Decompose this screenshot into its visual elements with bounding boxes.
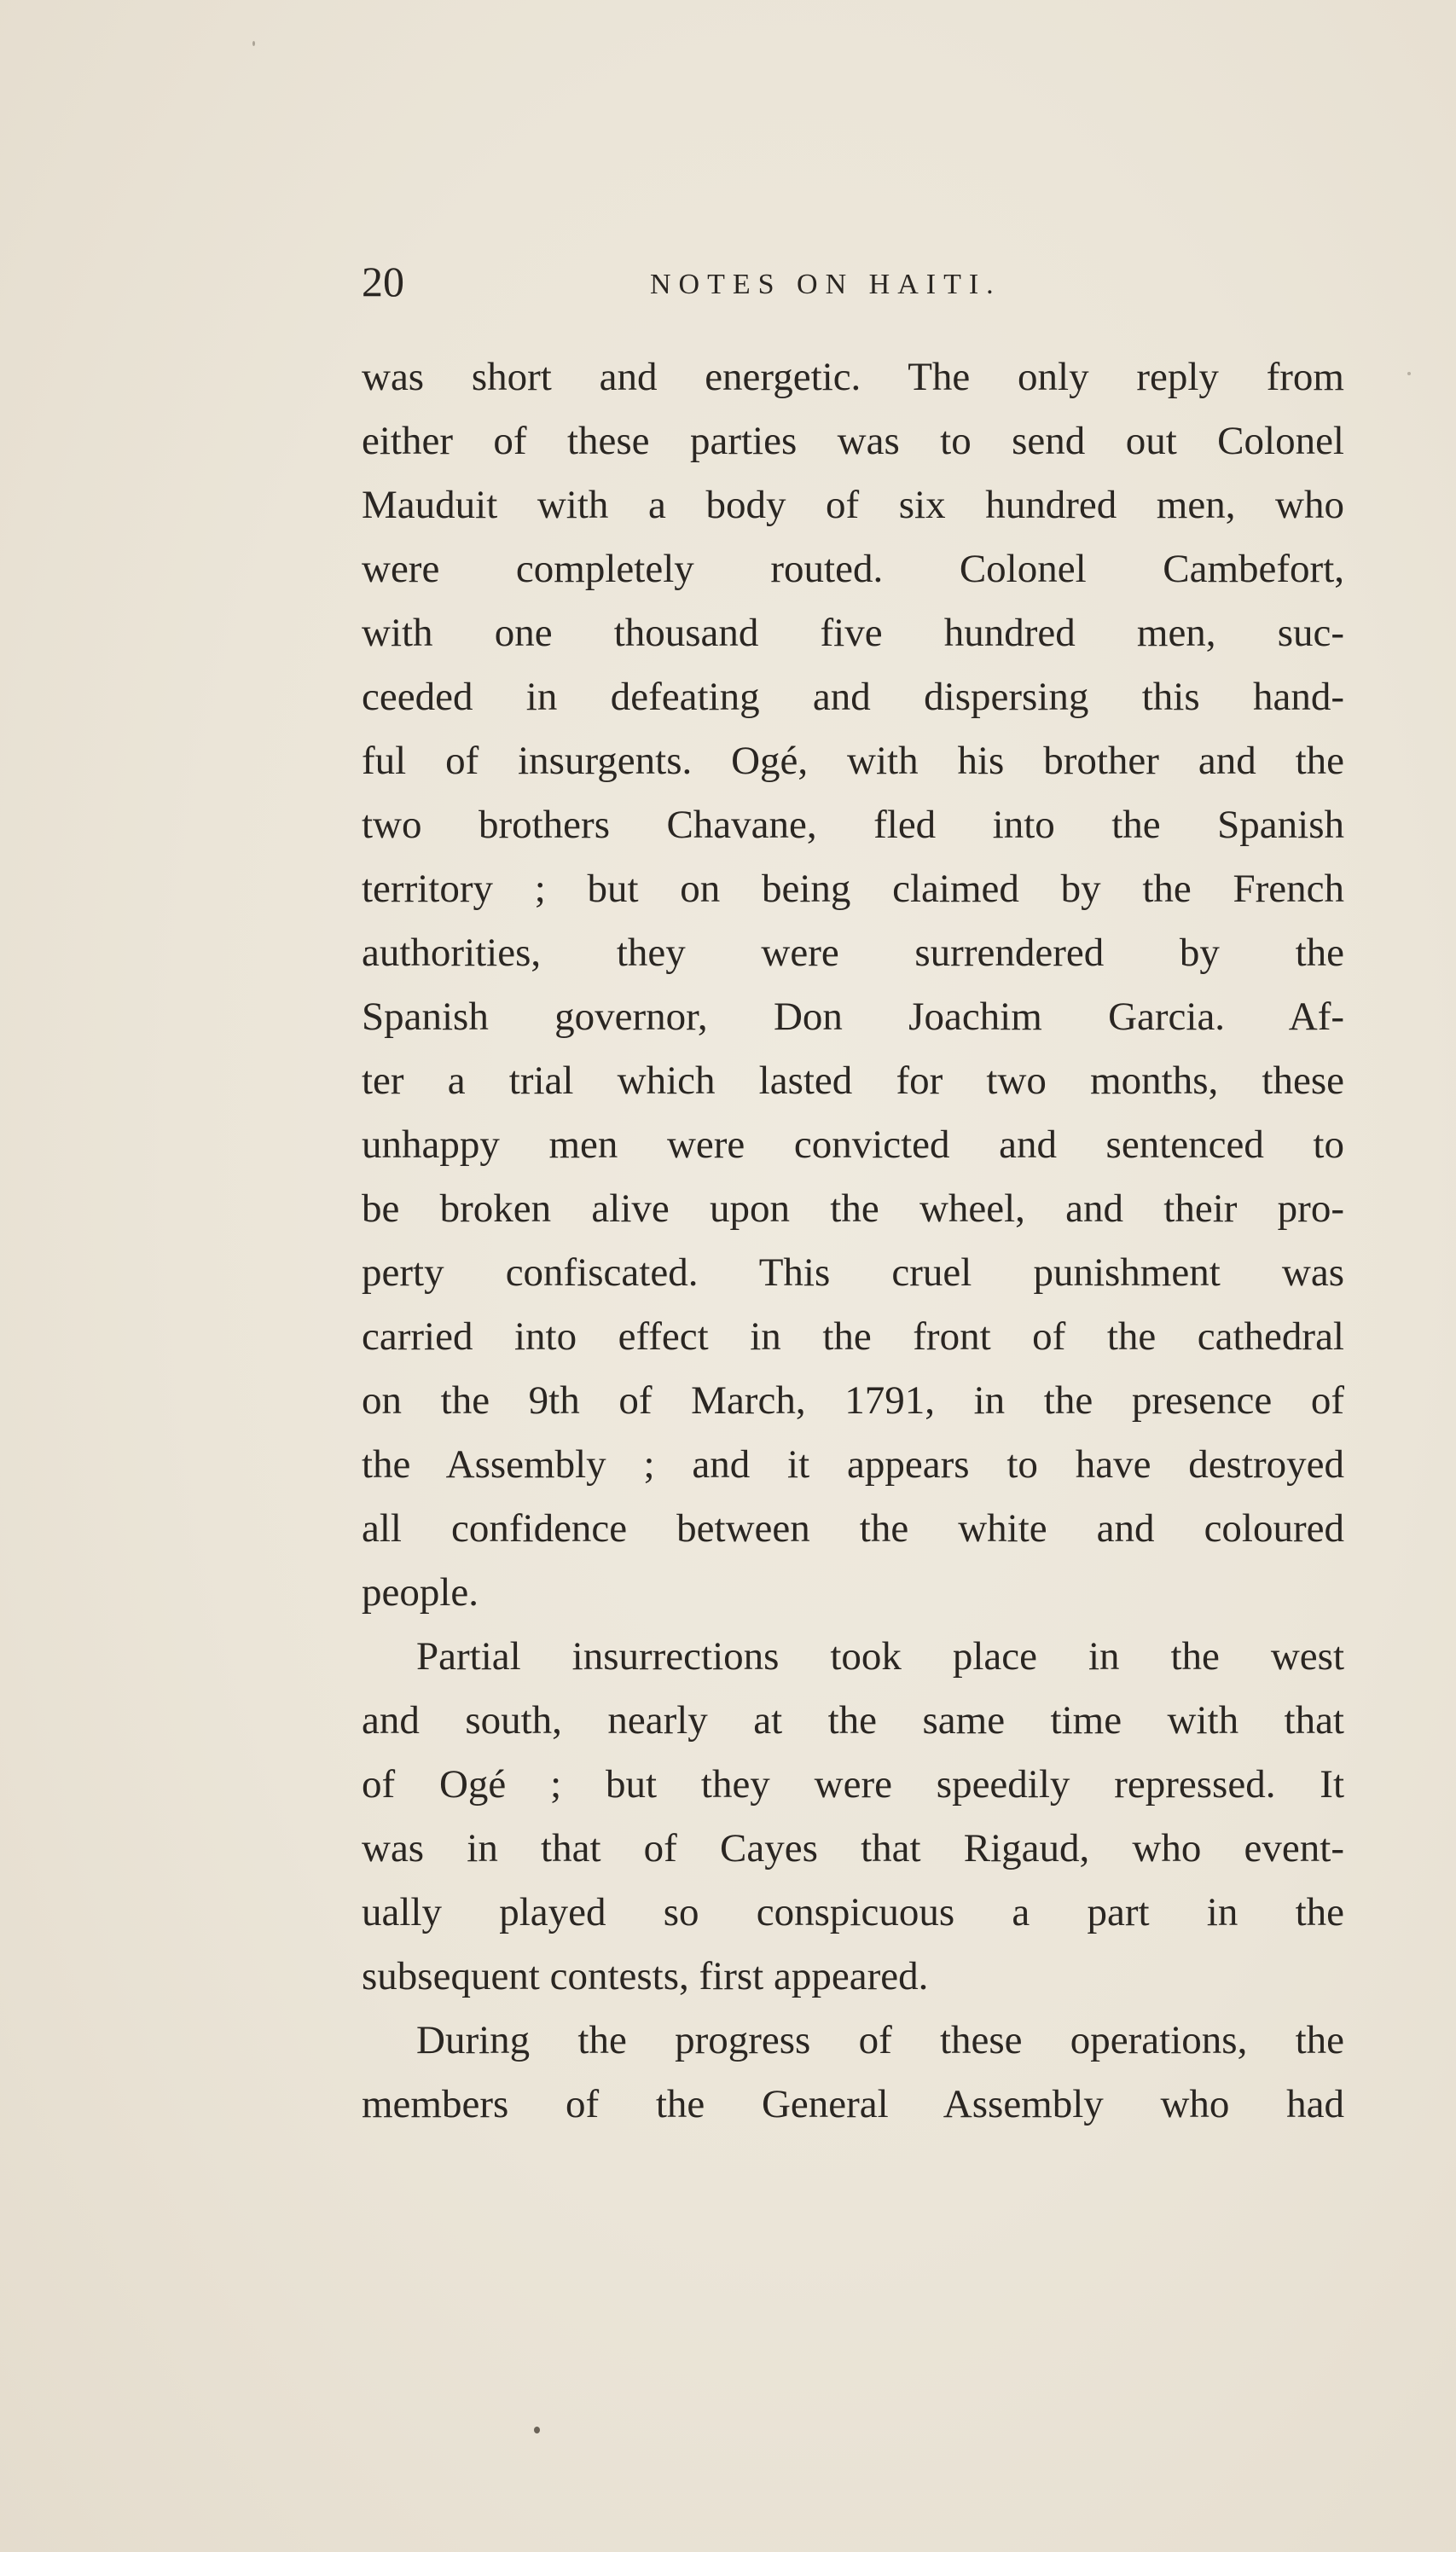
- text-line: Spanish governor, Don Joachim Garcia. Af-: [362, 995, 1344, 1039]
- text-line: ter a trial which lasted for two months, these: [362, 1058, 1344, 1103]
- text-line: authorities, they were surrendered by the: [362, 931, 1344, 975]
- text-line: all confidence between the white and coloured: [362, 1506, 1344, 1551]
- paper-speck: [1407, 372, 1411, 375]
- text-line: was in that of Cayes that Rigaud, who event-: [362, 1826, 1344, 1870]
- text-line: ually played so conspicuous a part in the: [362, 1890, 1344, 1934]
- text-line: carried into effect in the front of the cathedral: [362, 1314, 1344, 1359]
- text-line: on the 9th of March, 1791, in the presence of: [362, 1378, 1344, 1423]
- text-line: people.: [362, 1570, 479, 1615]
- text-line: the Assembly ; and it appears to have destroyed: [362, 1442, 1344, 1487]
- text-line: ful of insurgents. Ogé, with his brother and the: [362, 739, 1344, 783]
- text-line: of Ogé ; but they were speedily repressed. It: [362, 1762, 1344, 1807]
- paragraph-start-line: Partial insurrections took place in the west: [416, 1634, 1344, 1679]
- text-line: perty confiscated. This cruel punishment was: [362, 1250, 1344, 1295]
- paper-speck: [252, 41, 255, 46]
- text-line: territory ; but on being claimed by the French: [362, 867, 1344, 911]
- text-line: be broken alive upon the wheel, and their pro-: [362, 1186, 1344, 1231]
- text-line: members of the General Assembly who had: [362, 2082, 1344, 2126]
- text-line: with one thousand five hundred men, suc-: [362, 611, 1344, 655]
- text-line: were completely routed. Colonel Cambefort,: [362, 547, 1344, 591]
- page-number: 20: [362, 258, 404, 305]
- text-line: ceeded in defeating and dispersing this hand-: [362, 675, 1344, 719]
- text-line: either of these parties was to send out Colonel: [362, 419, 1344, 463]
- paper-speck: [534, 2427, 540, 2433]
- text-line: and south, nearly at the same time with that: [362, 1698, 1344, 1743]
- text-line: was short and energetic. The only reply from: [362, 355, 1344, 399]
- running-head: [362, 256, 1344, 307]
- running-title: NOTES ON HAITI.: [650, 269, 1001, 300]
- text-line: subsequent contests, first appeared.: [362, 1954, 929, 1998]
- text-line: Mauduit with a body of six hundred men, who: [362, 483, 1344, 527]
- body-text: [362, 345, 1344, 2137]
- text-line: unhappy men were convicted and sentenced to: [362, 1122, 1344, 1167]
- text-line: two brothers Chavane, fled into the Spanish: [362, 803, 1344, 847]
- paragraph-start-line: During the progress of these operations, the: [416, 2018, 1344, 2062]
